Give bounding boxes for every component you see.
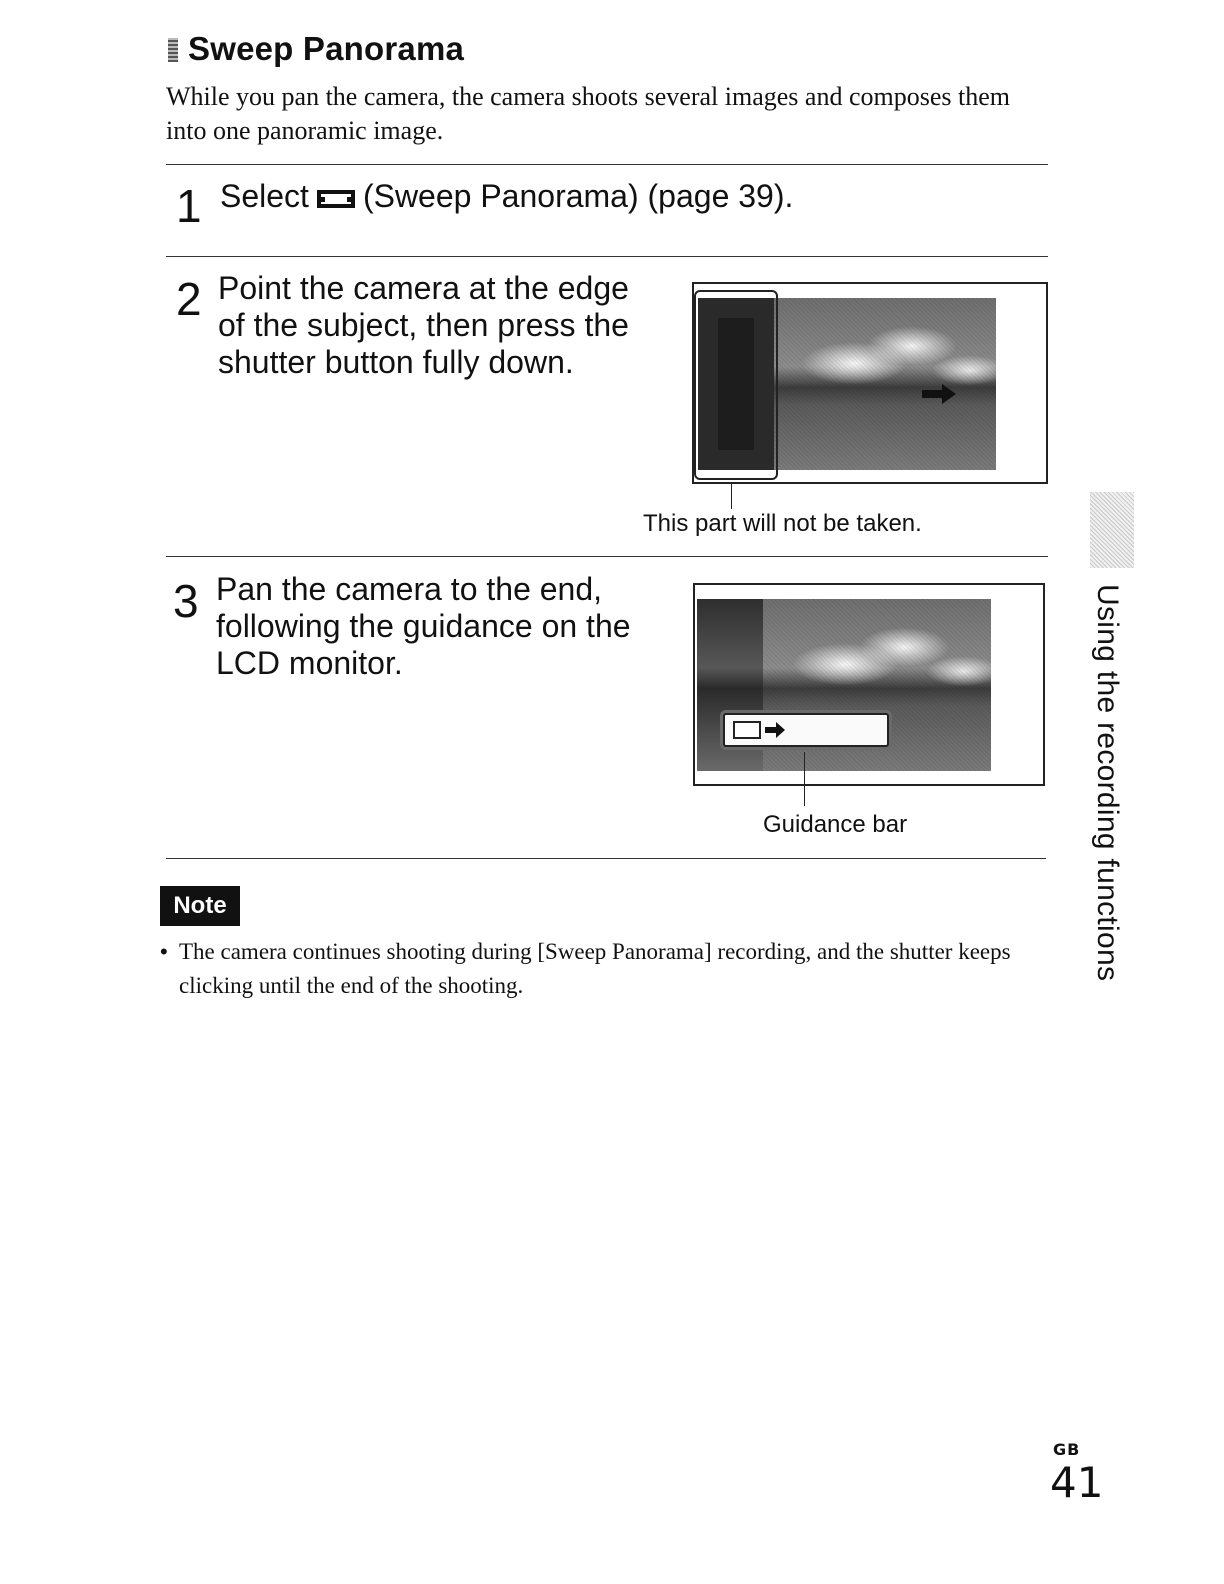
page-title: Sweep Panorama: [188, 30, 465, 67]
lcd-illustration-panning: [693, 583, 1045, 786]
landscape-scene: [774, 298, 996, 470]
step-2-text: Point the camera at the edge of the subject, then press the shutter button fully down.: [218, 270, 629, 380]
guidance-position-box: [733, 721, 761, 739]
step-1-number: 1: [176, 180, 202, 232]
note-text: The camera continues shooting during [Sweep Panorama] recording, and the shutter keeps clicking until the end of the shooting.: [179, 939, 1011, 998]
note-badge: Note: [160, 886, 240, 926]
callout-not-taken: This part will not be taken.: [643, 510, 922, 537]
page-number: 41: [1050, 1458, 1104, 1507]
bullet: •: [160, 939, 168, 964]
lcd-illustration-start: [692, 282, 1048, 484]
callout-leader-line: [804, 752, 805, 806]
divider: [166, 256, 1048, 257]
guidance-bar: [723, 713, 889, 747]
divider: [166, 164, 1048, 165]
step-1-text-after: (Sweep Panorama) (page 39).: [362, 178, 794, 214]
divider: [166, 556, 1048, 557]
step-1-text: [220, 178, 793, 215]
step-1-text-before: Select: [220, 178, 309, 214]
step-3-text: Pan the camera to the end, following the guidance on the LCD monitor.: [216, 571, 631, 681]
section-tab-marker: [1090, 492, 1134, 568]
not-captured-highlight: [694, 290, 778, 480]
callout-guidance-bar: Guidance bar: [763, 811, 908, 838]
step-2-number: 2: [176, 273, 202, 325]
intro-paragraph: While you pan the camera, the camera shoots several images and composes them into one panoramic image.: [166, 82, 1010, 145]
region-code: GB: [1053, 1440, 1081, 1459]
sweep-panorama-icon: [317, 190, 355, 208]
title-marker: [168, 38, 178, 62]
pan-direction-arrow-icon: [922, 384, 956, 404]
callout-leader-line: [731, 483, 732, 509]
guidance-arrow-icon: [765, 722, 785, 738]
step-3-number: 3: [173, 575, 199, 627]
section-tab-label: Using the recording functions: [1091, 584, 1124, 982]
divider: [166, 858, 1046, 859]
